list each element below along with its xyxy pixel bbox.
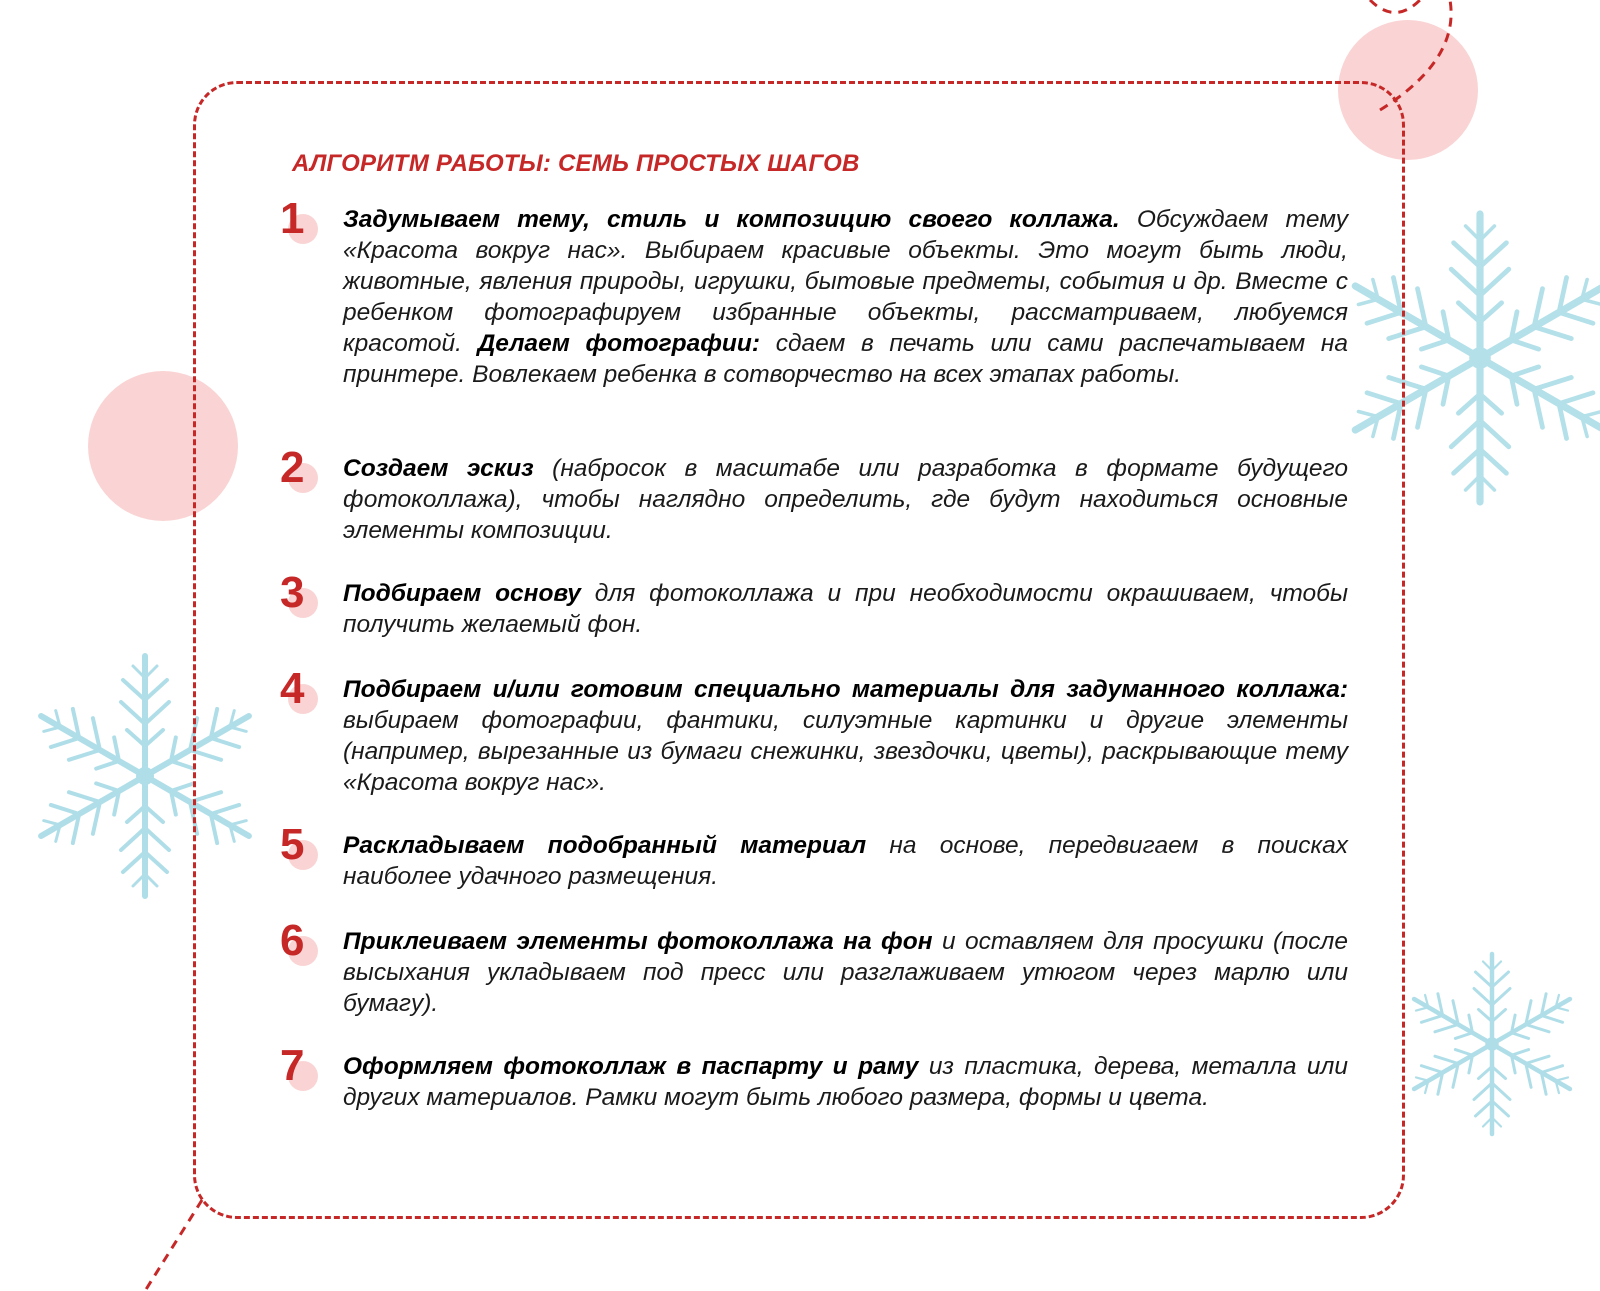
step-number: 4	[280, 664, 320, 714]
step-text: Оформляем фотоколлаж в паспарту и раму из пластика, дерева, металла или других материалов. Рамки могут быть любого размера, формы и цвета.	[343, 1053, 1348, 1111]
step-1	[280, 194, 1348, 390]
step-number: 6	[280, 916, 320, 966]
step-text: Приклеиваем элементы фотоколлажа на фон и оставляем для просушки (после высыхания укладываем под пресс или разглаживаем утюгом через марлю или бумагу).	[343, 928, 1348, 1017]
step-5	[280, 820, 1348, 892]
step-2	[280, 443, 1348, 546]
step-6	[280, 916, 1348, 1019]
step-number: 1	[280, 194, 320, 244]
step-text: Задумываем тему, стиль и композицию своего коллажа. Обсуждаем тему «Красота вокруг нас». Выбираем красивые объекты. Это могут быть люди, животные, явления природы, игрушки, бытовые предметы, события и др. Вместе с ребенком фотографируем избранные объекты, рассматриваем, любуемся красотой. Делаем фотографии: сдаем в печать или сами распечатываем на принтере. Вовлекаем ребенка в сотворчество на всех этапах работы.	[343, 206, 1348, 388]
step-text: Раскладываем подобранный материал на основе, передвигаем в поисках наиболее удачного размещения.	[343, 832, 1348, 890]
step-4	[280, 664, 1348, 798]
connector-bottom-left	[145, 1200, 202, 1291]
step-text: Подбираем основу для фотоколлажа и при необходимости окрашиваем, чтобы получить желаемый фон.	[343, 580, 1348, 638]
step-text: Создаем эскиз (набросок в масштабе или разработка в формате будущего фотоколлажа), чтобы наглядно определить, где будут находиться основные элементы композиции.	[343, 455, 1348, 544]
snowflake-icon	[1405, 954, 1579, 1134]
step-3	[280, 568, 1348, 640]
step-number: 2	[280, 443, 320, 493]
step-number: 5	[280, 820, 320, 870]
page-title: АЛГОРИТМ РАБОТЫ: СЕМЬ ПРОСТЫХ ШАГОВ	[292, 150, 860, 177]
step-number: 3	[280, 568, 320, 618]
connector-top-arc	[1370, 0, 1420, 13]
step-number: 7	[280, 1041, 320, 1091]
step-7	[280, 1041, 1348, 1113]
step-text: Подбираем и/или готовим специально материалы для задуманного коллажа: выбираем фотографии, фантики, силуэтные картинки и другие элементы (например, вырезанные из бумаги снежинки, звездочки, цветы), раскрывающие тему «Красота вокруг нас».	[343, 676, 1348, 796]
